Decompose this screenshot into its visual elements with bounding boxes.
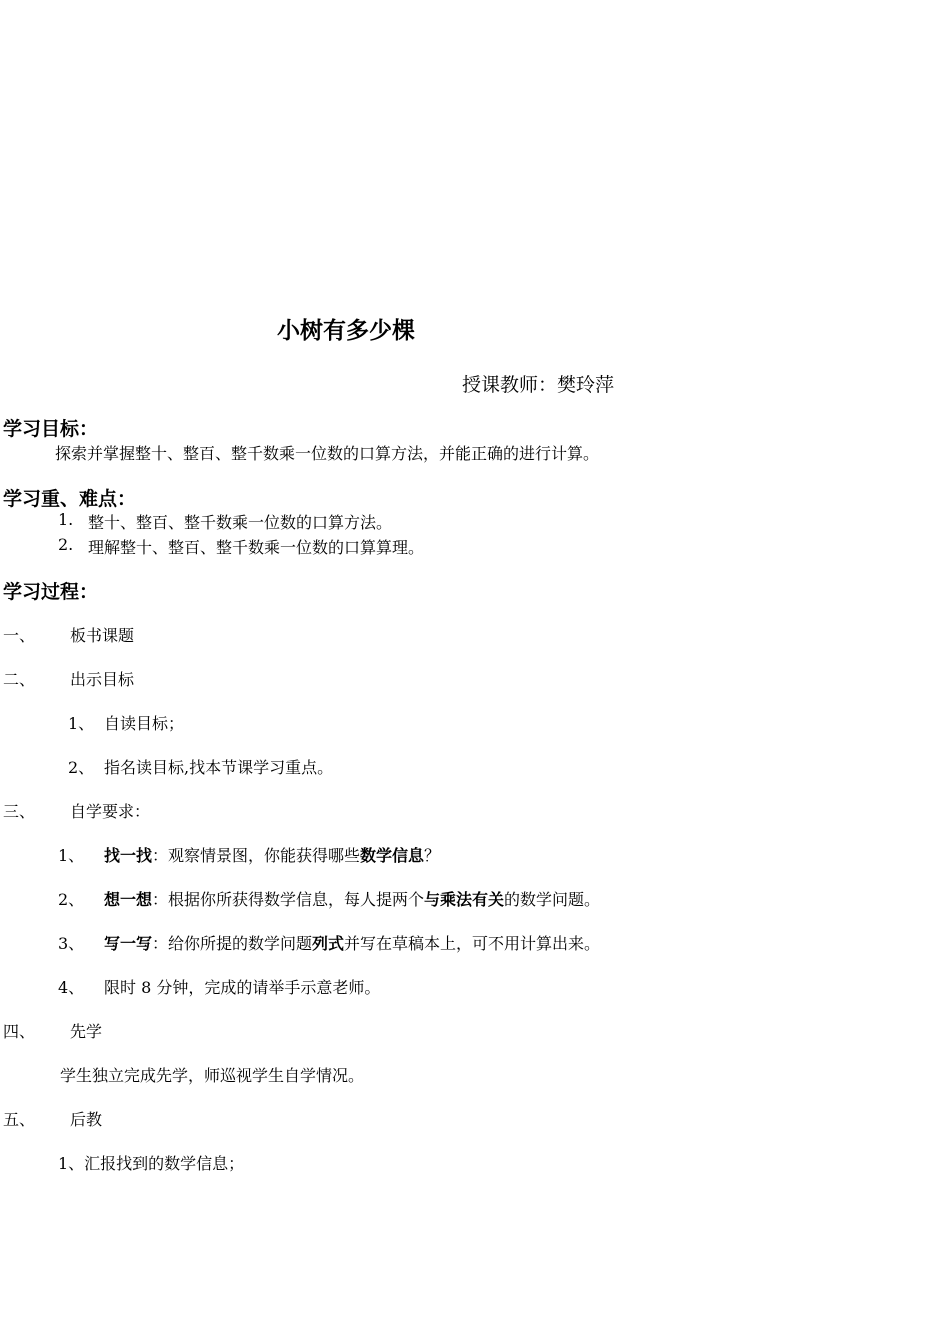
goals-heading: 学习目标： bbox=[3, 418, 99, 440]
teacher-name: 授课教师：樊玲萍 bbox=[462, 374, 615, 396]
list-item-number: 4、 bbox=[58, 978, 85, 997]
item-text-part: ：根据你所获得数学信息，每人提两个 bbox=[152, 890, 425, 909]
section-number: 五、 bbox=[3, 1110, 36, 1129]
key-points-heading: 学习重、难点： bbox=[3, 488, 137, 510]
key-point-number: 2. bbox=[58, 535, 74, 554]
list-item-text bbox=[104, 887, 600, 910]
list-item-number: 3、 bbox=[58, 934, 85, 953]
paragraph-text: 1、汇报找到的数学信息； bbox=[58, 1154, 245, 1173]
key-point-text: 整十、整百、整千数乘一位数的口算方法。 bbox=[88, 513, 393, 532]
key-point-text: 理解整十、整百、整千数乘一位数的口算算理。 bbox=[88, 538, 425, 557]
list-item-text: 限时 8 分钟，完成的请举手示意老师。 bbox=[104, 978, 381, 997]
section-title: 先学 bbox=[70, 1022, 103, 1041]
item-text-part: ：给你所提的数学问题 bbox=[152, 934, 313, 953]
list-item-text bbox=[104, 843, 440, 866]
keyword-think: 想一想 bbox=[104, 890, 153, 909]
keyword-write: 写一写 bbox=[104, 934, 153, 953]
list-item-text: 指名读目标,找本节课学习重点。 bbox=[104, 758, 334, 777]
item-text-part: 并写在草稿本上，可不用计算出来。 bbox=[344, 934, 601, 953]
item-text-part: ？ bbox=[424, 846, 441, 865]
keyword-find: 找一找 bbox=[104, 846, 153, 865]
list-item-number: 2、 bbox=[68, 758, 95, 777]
process-heading: 学习过程： bbox=[3, 581, 99, 603]
list-item-number: 1、 bbox=[58, 846, 85, 865]
goals-text: 探索并掌握整十、整百、整千数乘一位数的口算方法，并能正确的进行计算。 bbox=[55, 444, 600, 463]
item-text-part: ：观察情景图，你能获得哪些 bbox=[152, 846, 361, 865]
key-point-number: 1. bbox=[58, 510, 74, 529]
section-number: 四、 bbox=[3, 1022, 36, 1041]
section-title: 后教 bbox=[70, 1110, 103, 1129]
list-item-text: 自读目标； bbox=[104, 714, 185, 733]
emphasis-text: 数学信息 bbox=[360, 846, 425, 865]
section-number: 三、 bbox=[3, 802, 36, 821]
emphasis-text: 与乘法有关 bbox=[424, 890, 505, 909]
section-title: 出示目标 bbox=[70, 670, 135, 689]
emphasis-text: 列式 bbox=[312, 934, 345, 953]
section-title: 板书课题 bbox=[70, 626, 135, 645]
section-number: 一、 bbox=[3, 626, 36, 645]
list-item-text bbox=[104, 931, 600, 954]
paragraph-text: 学生独立完成先学，师巡视学生自学情况。 bbox=[60, 1066, 365, 1085]
list-item-number: 1、 bbox=[68, 714, 95, 733]
section-title: 自学要求： bbox=[70, 802, 151, 821]
document-title: 小树有多少棵 bbox=[277, 318, 415, 344]
section-number: 二、 bbox=[3, 670, 36, 689]
list-item-number: 2、 bbox=[58, 890, 85, 909]
item-text-part: 的数学问题。 bbox=[504, 890, 601, 909]
